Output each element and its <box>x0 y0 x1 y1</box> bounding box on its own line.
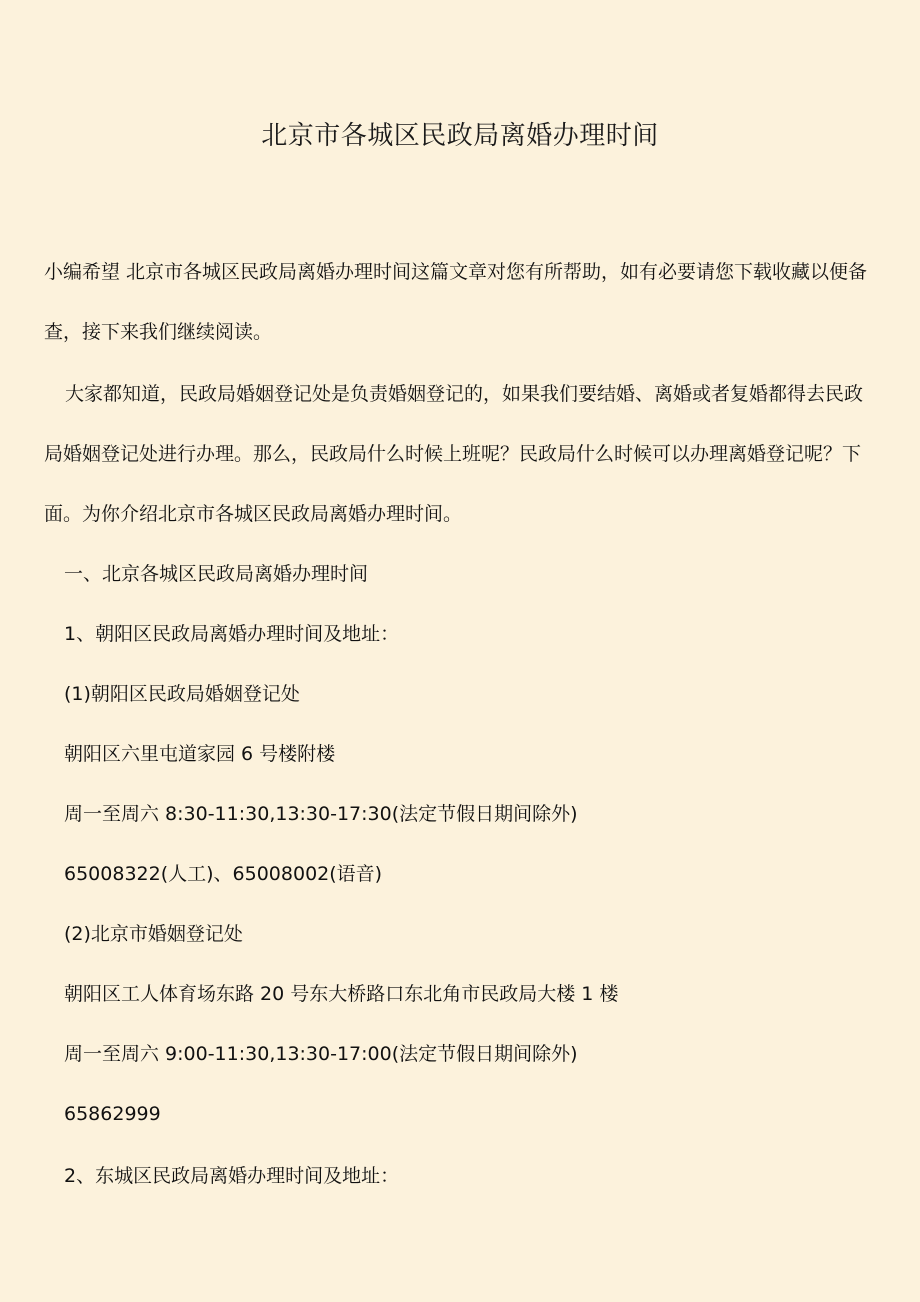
office2-hours: 周一至周六 9:00-11:30,13:30-17:00(法定节假日期间除外) <box>64 1043 578 1065</box>
office1-name: (1)朝阳区民政局婚姻登记处 <box>64 683 300 705</box>
section1-heading: 一、北京各城区民政局离婚办理时间 <box>64 563 369 585</box>
document-title: 北京市各城区民政局离婚办理时间 <box>261 121 659 151</box>
office2-phone: 65862999 <box>64 1103 161 1125</box>
office2-name: (2)北京市婚姻登记处 <box>64 923 243 945</box>
office1-address: 朝阳区六里屯道家园 6 号楼附楼 <box>64 743 336 765</box>
body-paragraph-text: 大家都知道，民政局婚姻登记处是负责婚姻登记的，如果我们要结婚、离婚或者复婚都得去民政局婚姻登记处进行办理。那么，民政局什么时候上班呢？民政局什么时候可以办理离婚登记呢？下面。为你介绍北京市各城区民政局离婚办理时间。 <box>44 383 864 525</box>
body-paragraph <box>44 364 880 544</box>
intro-paragraph: 小编希望 北京市各城区民政局离婚办理时间这篇文章对您有所帮助，如有必要请您下载收藏以便备查，接下来我们继续阅读。 <box>44 261 868 343</box>
office1-hours: 周一至周六 8:30-11:30,13:30-17:30(法定节假日期间除外) <box>64 803 578 825</box>
office1-phone: 65008322(人工)、65008002(语音) <box>64 863 383 885</box>
item2-heading: 2、东城区民政局离婚办理时间及地址： <box>64 1165 400 1187</box>
item1-heading: 1、朝阳区民政局离婚办理时间及地址： <box>64 623 400 645</box>
office2-address: 朝阳区工人体育场东路 20 号东大桥路口东北角市民政局大楼 1 楼 <box>64 983 619 1005</box>
